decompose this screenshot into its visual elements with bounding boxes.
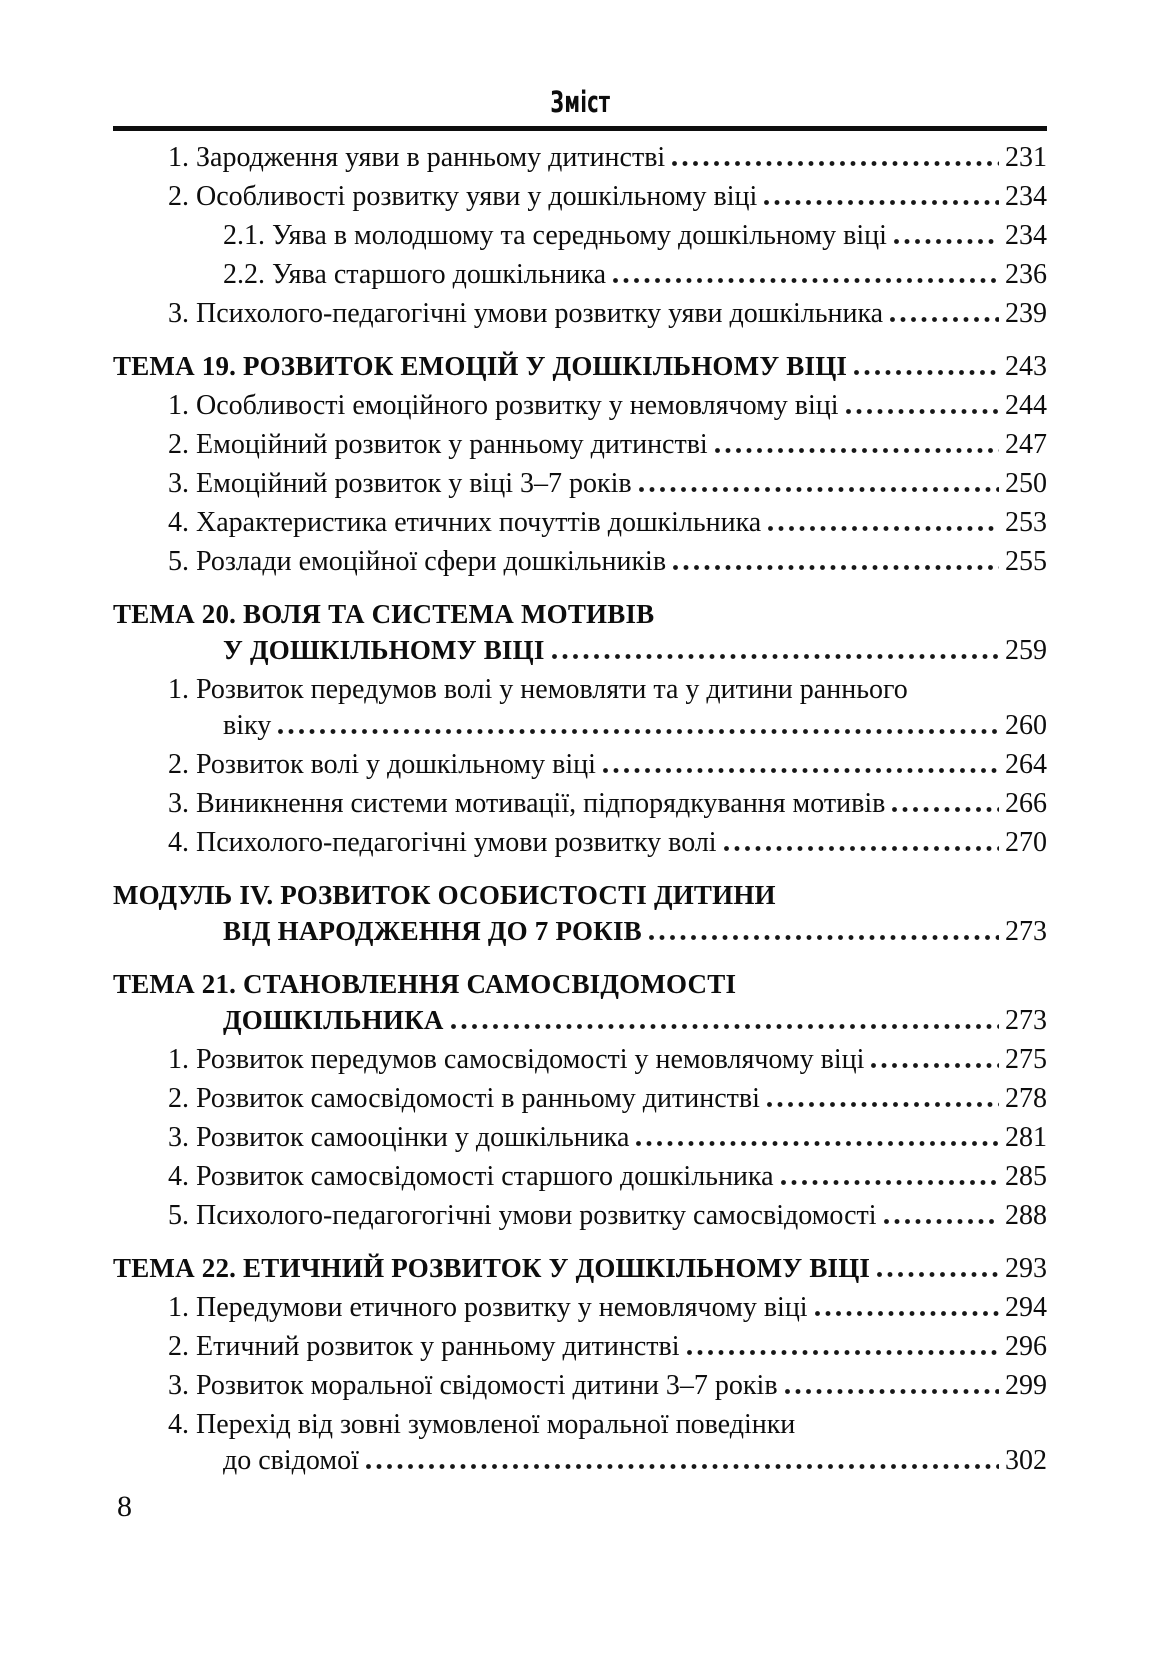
toc-entry-page: 259 [1005,635,1047,666]
toc-entry-page: 294 [1005,1292,1047,1323]
toc-entry-text: ТЕМА 20. ВОЛЯ ТА СИСТЕМА МОТИВІВ [113,599,655,629]
dot-leader [451,1024,999,1029]
toc-item-entry [113,674,1047,749]
toc-row [168,1292,1047,1331]
toc-item-entry [113,1122,1047,1161]
dot-leader [649,935,999,940]
toc-section-heading [113,1253,1047,1292]
toc-entry-text: ТЕМА 19. РОЗВИТОК ЕМОЦІЙ У ДОШКІЛЬНОМУ ВІЦІ [113,351,848,381]
toc-entry-page: 255 [1005,546,1047,577]
toc-item-entry [113,546,1047,585]
toc-row [168,749,1047,788]
toc-item-entry [113,142,1047,181]
toc-row [168,468,1047,507]
toc-entry-text: 3. Розвиток моральної свідомості дитини 3–7 років [168,1370,778,1401]
toc-item-entry [113,220,1047,259]
dot-leader [768,526,999,531]
toc-item-entry [113,259,1047,298]
page-header [113,0,1047,119]
toc-row [168,1161,1047,1200]
toc-entry-text: ТЕМА 22. ЕТИЧНИЙ РОЗВИТОК У ДОШКІЛЬНОМУ ВІЦІ [113,1253,871,1283]
toc-entry-text: 5. Розлади емоційної сфери дошкільників [168,546,667,577]
toc-section-heading [113,351,1047,390]
toc-row [113,969,1047,1008]
toc-item-entry [113,390,1047,429]
toc-entry-page: 234 [1005,181,1047,212]
toc-row [223,635,1047,674]
toc-row [168,788,1047,827]
toc-row [168,429,1047,468]
toc-entry-page: 266 [1005,788,1047,819]
dot-leader [613,278,999,283]
toc-entry-page: 273 [1005,916,1047,947]
toc-entry-page: 270 [1005,827,1047,858]
toc-entry-page: 247 [1005,429,1047,460]
toc-entry-page: 302 [1005,1445,1047,1476]
dot-leader [672,161,999,166]
toc-list [113,142,1047,1484]
toc-entry-text: МОДУЛЬ IV. РОЗВИТОК ОСОБИСТОСТІ ДИТИНИ [113,880,776,910]
dot-leader [877,1272,999,1277]
toc-entry-text: до свідомої [223,1445,359,1476]
dot-leader [892,807,999,812]
toc-item-entry [113,827,1047,866]
dot-leader [884,1219,999,1224]
toc-row [223,259,1047,298]
toc-item-entry [113,429,1047,468]
toc-item-entry [113,749,1047,788]
toc-item-entry [113,181,1047,220]
toc-item-entry [113,1292,1047,1331]
page-content [113,0,1047,1484]
toc-entry-text: У ДОШКІЛЬНОМУ ВІЦІ [223,635,545,665]
toc-row [168,546,1047,585]
dot-leader [854,370,999,375]
toc-row [113,1253,1047,1292]
toc-item-entry [113,1370,1047,1409]
toc-row [223,916,1047,955]
toc-row [168,181,1047,220]
toc-row [168,142,1047,181]
dot-leader [687,1350,999,1355]
page-number: 8 [117,1490,132,1523]
toc-row [113,880,1047,919]
toc-entry-page: 293 [1005,1253,1047,1284]
dot-leader [636,1141,999,1146]
toc-entry-text: 1. Особливості емоційного розвитку у немовлячому віці [168,390,839,421]
dot-leader [715,448,999,453]
toc-entry-page: 234 [1005,220,1047,251]
dot-leader [278,729,999,734]
toc-row [223,220,1047,259]
dot-leader [767,1102,999,1107]
toc-row [223,1005,1047,1044]
toc-row [113,351,1047,390]
toc-section-heading [113,880,1047,955]
toc-entry-page: 244 [1005,390,1047,421]
toc-entry-page: 236 [1005,259,1047,290]
toc-row [168,1370,1047,1409]
toc-row [168,1409,1047,1448]
toc-item-entry [113,788,1047,827]
page-title: Зміст [550,85,610,119]
dot-leader [366,1464,999,1469]
toc-entry-text: 2.2. Уява старшого дошкільника [223,259,607,290]
toc-item-entry [113,1331,1047,1370]
dot-leader [890,317,999,322]
toc-section-heading [113,599,1047,674]
toc-entry-text: ТЕМА 21. СТАНОВЛЕННЯ САМОСВІДОМОСТІ [113,969,737,999]
toc-entry-page: 239 [1005,298,1047,329]
dot-leader [673,565,999,570]
toc-entry-text: 2. Етичний розвиток у ранньому дитинстві [168,1331,680,1362]
toc-entry-text: 2. Особливості розвитку уяви у дошкільному віці [168,181,758,212]
toc-row [168,298,1047,337]
toc-item-entry [113,468,1047,507]
toc-item-entry [113,1083,1047,1122]
toc-entry-page: 273 [1005,1005,1047,1036]
toc-entry-text: ДОШКІЛЬНИКА [223,1005,444,1035]
toc-entry-text: віку [223,710,272,741]
toc-row [168,827,1047,866]
dot-leader [724,846,999,851]
dot-leader [764,200,999,205]
toc-row [168,1122,1047,1161]
dot-leader [846,409,999,414]
toc-entry-page: 264 [1005,749,1047,780]
dot-leader [603,768,999,773]
toc-item-entry [113,1044,1047,1083]
toc-entry-text: 5. Психолого-педагогогічні умови розвитку самосвідомості [168,1200,877,1231]
toc-item-entry [113,1161,1047,1200]
toc-row [113,599,1047,638]
toc-entry-text: 4. Розвиток самосвідомості старшого дошкільника [168,1161,774,1192]
toc-entry-text: 3. Емоційний розвиток у віці 3–7 років [168,468,632,499]
dot-leader [815,1311,999,1316]
toc-entry-text: 1. Розвиток передумов волі у немовляти та у дитини раннього [168,674,908,705]
toc-row [223,710,1047,749]
toc-entry-text: 2. Розвиток волі у дошкільному віці [168,749,596,780]
toc-section-heading [113,969,1047,1044]
toc-row [168,1044,1047,1083]
toc-entry-text: 2.1. Уява в молодшому та середньому дошкільному віці [223,220,887,251]
dot-leader [552,654,999,659]
toc-entry-text: 2. Розвиток самосвідомості в ранньому дитинстві [168,1083,760,1114]
toc-entry-text: 4. Характеристика етичних почуттів дошкільника [168,507,762,538]
toc-entry-page: 278 [1005,1083,1047,1114]
toc-entry-page: 275 [1005,1044,1047,1075]
dot-leader [639,487,999,492]
toc-entry-page: 253 [1005,507,1047,538]
toc-entry-page: 250 [1005,468,1047,499]
toc-row [223,1445,1047,1484]
dot-leader [785,1389,999,1394]
toc-entry-text: 3. Виникнення системи мотивації, підпорядкування мотивів [168,788,886,819]
toc-entry-page: 288 [1005,1200,1047,1231]
toc-entry-page: 299 [1005,1370,1047,1401]
toc-entry-text: ВІД НАРОДЖЕННЯ ДО 7 РОКІВ [223,916,642,946]
toc-entry-text: 3. Розвиток самооцінки у дошкільника [168,1122,630,1153]
dot-leader [894,239,999,244]
toc-entry-page: 285 [1005,1161,1047,1192]
toc-entry-page: 231 [1005,142,1047,173]
toc-entry-page: 296 [1005,1331,1047,1362]
toc-entry-text: 4. Психолого-педагогічні умови розвитку волі [168,827,717,858]
toc-row [168,390,1047,429]
toc-row [168,1331,1047,1370]
toc-item-entry [113,1200,1047,1239]
toc-entry-text: 2. Емоційний розвиток у ранньому дитинстві [168,429,708,460]
toc-row [168,507,1047,546]
toc-entry-page: 281 [1005,1122,1047,1153]
toc-entry-text: 1. Розвиток передумов самосвідомості у немовлячому віці [168,1044,865,1075]
toc-row [168,1200,1047,1239]
toc-entry-text: 4. Перехід від зовні зумовленої моральної поведінки [168,1409,796,1440]
toc-entry-page: 243 [1005,351,1047,382]
toc-entry-text: 1. Зародження уяви в ранньому дитинстві [168,142,666,173]
toc-item-entry [113,507,1047,546]
dot-leader [871,1063,999,1068]
toc-item-entry [113,298,1047,337]
toc-entry-page: 260 [1005,710,1047,741]
toc-row [168,1083,1047,1122]
toc-row [168,674,1047,713]
toc-entry-text: 1. Передумови етичного розвитку у немовлячому віці [168,1292,808,1323]
toc-item-entry [113,1409,1047,1484]
dot-leader [781,1180,999,1185]
toc-entry-text: 3. Психолого-педагогічні умови розвитку уяви дошкільника [168,298,884,329]
header-divider [113,126,1047,131]
